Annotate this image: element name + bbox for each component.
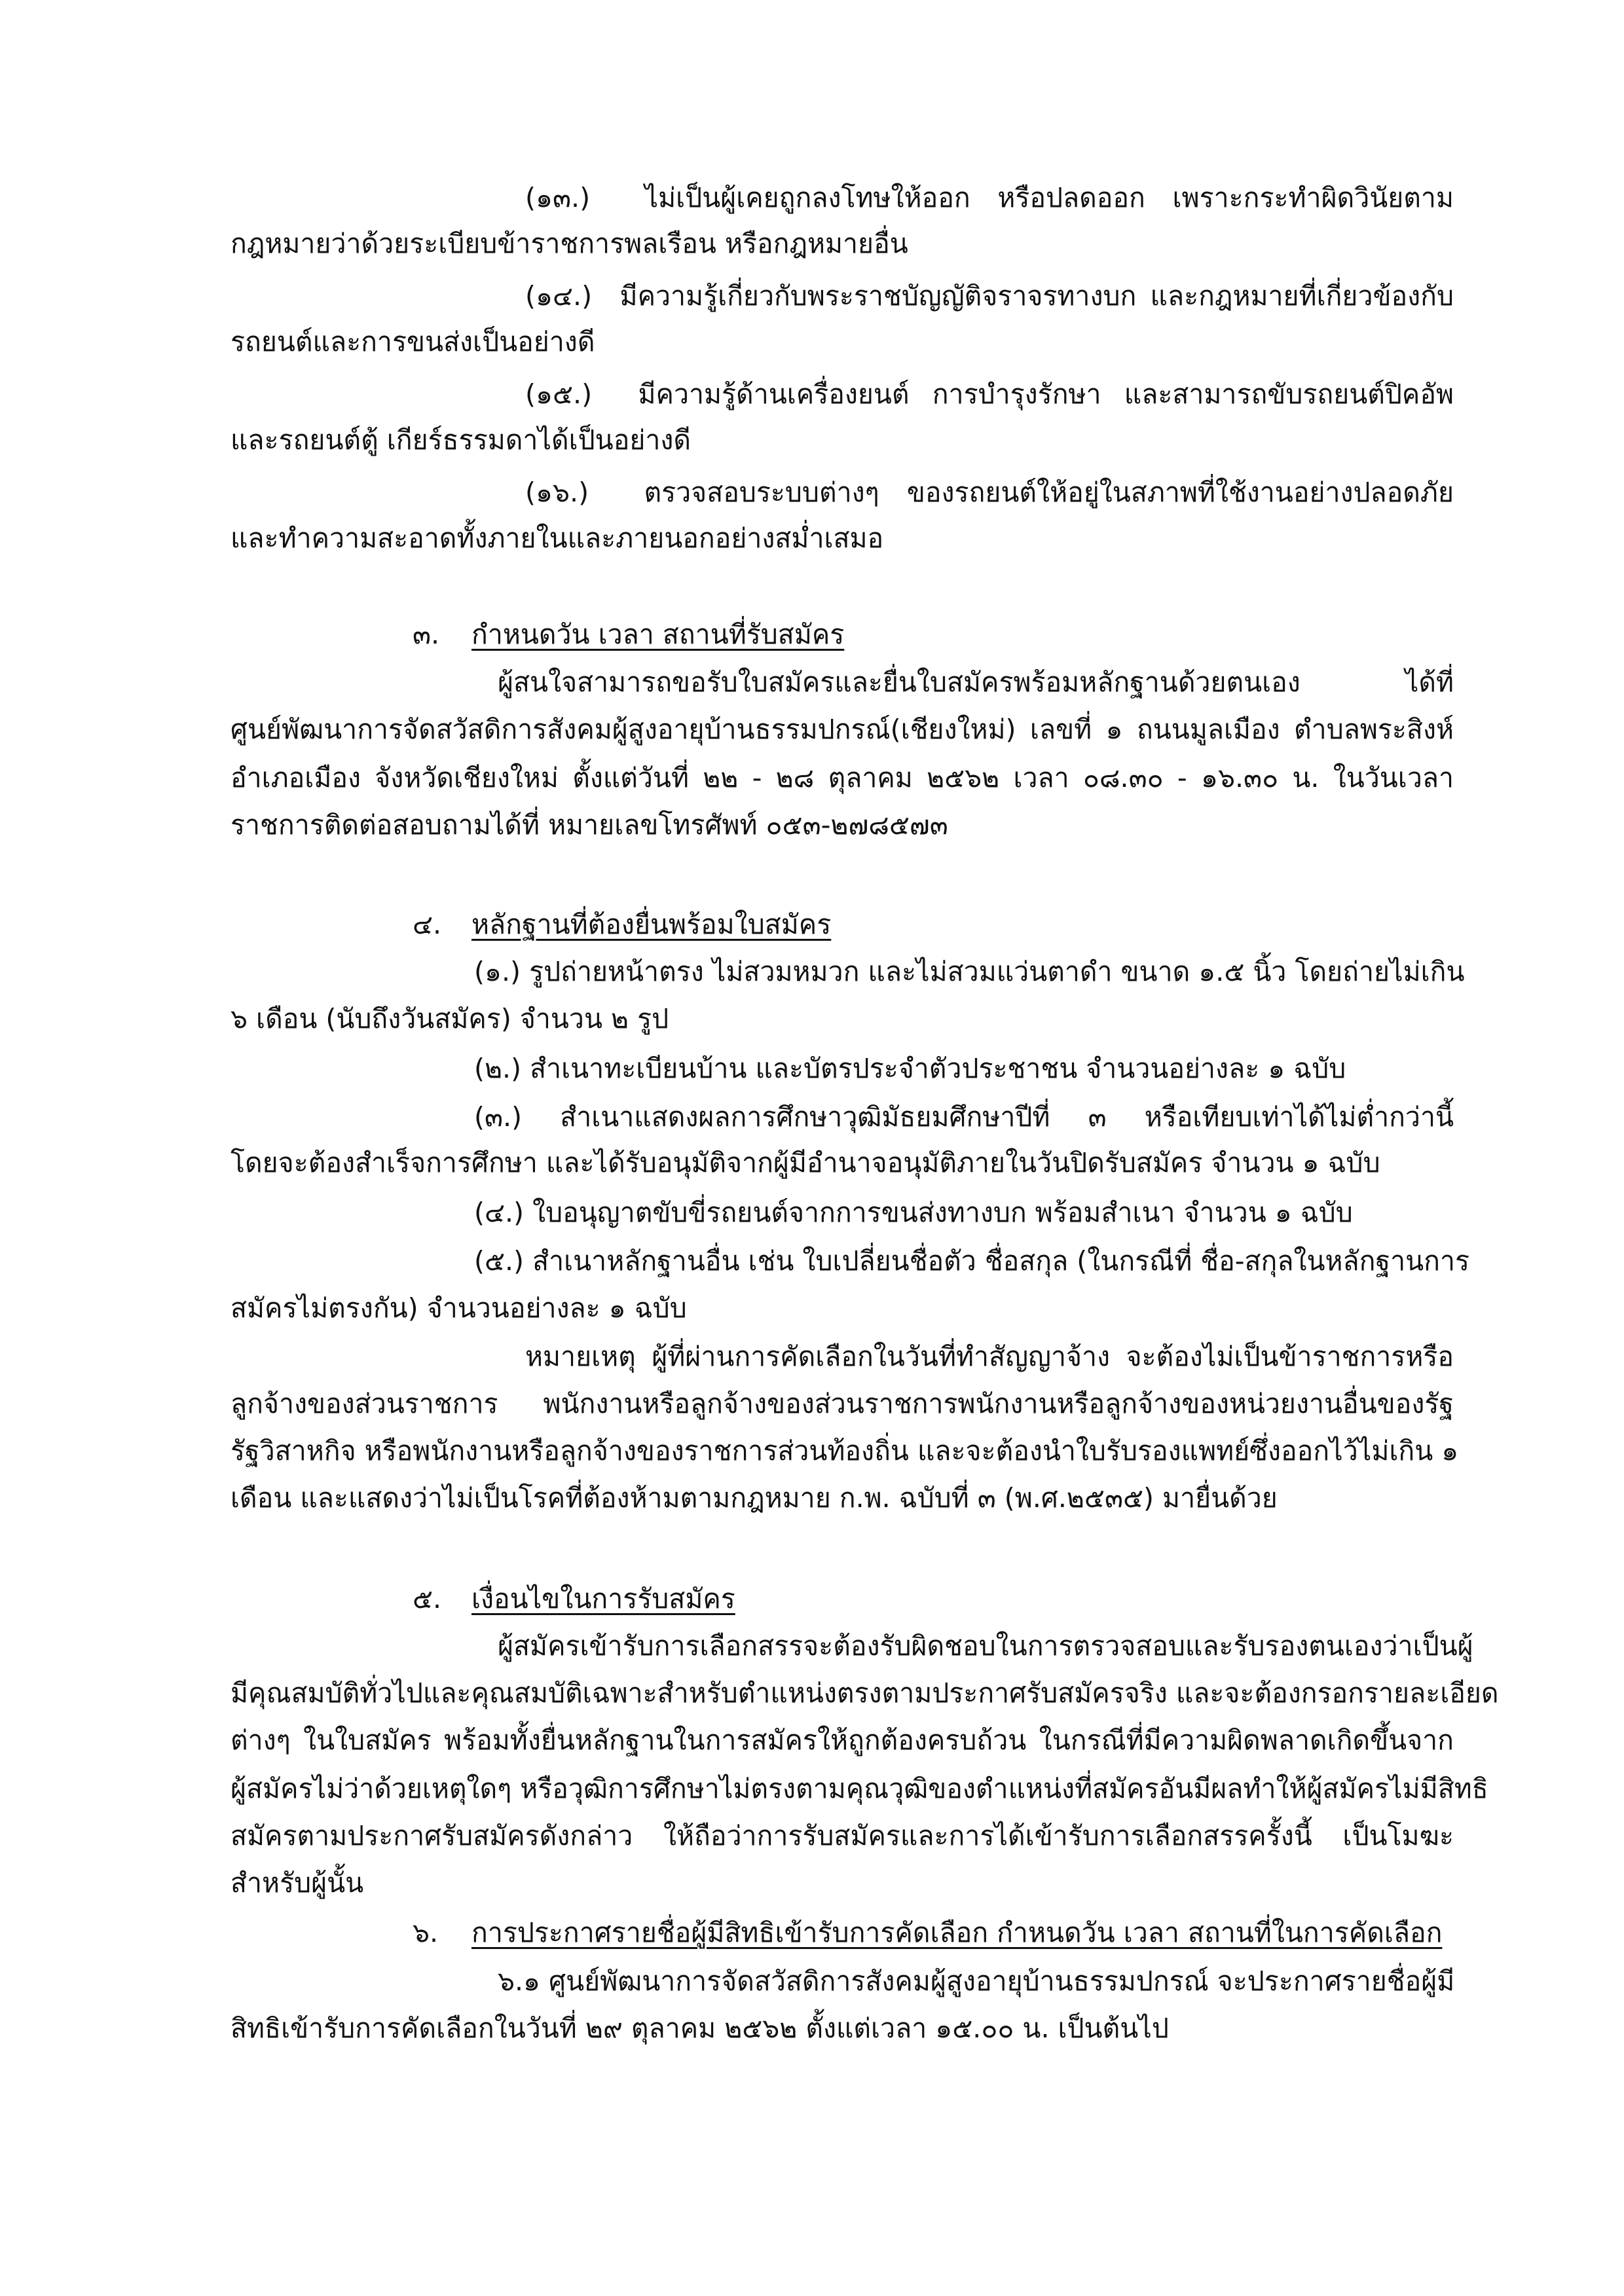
section-5-heading [413, 1583, 735, 1615]
section-6-line-2: สิทธิเข้ารับการคัดเลือกในวันที่ ๒๙ ตุลาคม ๒๕๖๒ ตั้งแต่เวลา ๑๕.๐๐ น. เป็นต้นไป [231, 2013, 1169, 2044]
section-5-line-1: ผู้สมัครเข้ารับการเลือกสรรจะต้องรับผิดชอบในการตรวจสอบและรับรองตนเองว่าเป็นผู้ [498, 1630, 1473, 1662]
section-3-line-1: ผู้สนใจสามารถขอรับใบสมัครและยื่นใบสมัครพร้อมหลักฐานด้วยตนเอง ได้ที่ [498, 666, 1454, 698]
note-line-3: รัฐวิสาหกิจ หรือพนักงานหรือลูกจ้างของราชการส่วนท้องถิ่น และจะต้องนำใบรับรองแพทย์ซึ่งออกไว้ไม่เกิน ๑ [231, 1435, 1459, 1467]
qualification-14-line-1 [525, 280, 1454, 312]
qualification-15-line-2: และรถยนต์ตู้ เกียร์ธรรมดาได้เป็นอย่างดี [231, 424, 692, 456]
section-5-line-3: ต่างๆ ในใบสมัคร พร้อมทั้งยื่นหลักฐานในการสมัครให้ถูกต้องครบถ้วน ในกรณีที่มีความผิดพลาดเกิดขึ้นจาก [231, 1724, 1454, 1756]
qualification-13-line-1 [525, 182, 1454, 214]
section-3-line-4: ราชการติดต่อสอบถามได้ที่ หมายเลขโทรศัพท์ ๐๕๓-๒๗๘๕๗๓ [231, 809, 948, 841]
qualification-16-line-2: และทำความสะอาดทั้งภายในและภายนอกอย่างสม่ำเสมอ [231, 522, 884, 554]
qualification-number: (๑๓.) [525, 182, 591, 213]
section-5-line-4: ผู้สมัครไม่ว่าด้วยเหตุใดๆ หรือวุฒิการศึกษาไม่ตรงตามคุณวุฒิของตำแหน่งที่สมัครอันมีผลทำให้ผู้สมัครไม่มีสิทธิ [231, 1773, 1488, 1804]
qualification-number: (๑๔.) [525, 280, 593, 312]
section-4-heading [413, 909, 831, 941]
section-number: ๖. [413, 1917, 439, 1948]
qualification-13-line-2: กฎหมายว่าด้วยระเบียบข้าราชการพลเรือน หรือกฎหมายอื่น [231, 228, 908, 259]
section-5-line-6: สำหรับผู้นั้น [231, 1867, 364, 1899]
document-item-4: (๔.) ใบอนุญาตขับขี่รถยนต์จากการขนส่งทางบก พร้อมสำเนา จำนวน ๑ ฉบับ [474, 1197, 1353, 1228]
section-5-line-2: มีคุณสมบัติทั่วไปและคุณสมบัติเฉพาะสำหรับตำแหน่งตรงตามประกาศรับสมัครจริง และจะต้องกรอกรายละเอียด [231, 1677, 1499, 1709]
qualification-number: (๑๖.) [525, 477, 589, 508]
qualification-text: มีความรู้เกี่ยวกับพระราชบัญญัติจราจรทางบก และกฎหมายที่เกี่ยวข้องกับ [619, 280, 1454, 312]
qualification-15-line-1 [525, 378, 1454, 410]
document-item-1-line-1: (๑.) รูปถ่ายหน้าตรง ไม่สวมหมวก และไม่สวมแว่นตาดำ ขนาด ๑.๕ นิ้ว โดยถ่ายไม่เกิน [474, 956, 1465, 987]
note-line-4: เดือน และแสดงว่าไม่เป็นโรคที่ต้องห้ามตามกฎหมาย ก.พ. ฉบับที่ ๓ (พ.ศ.๒๕๓๕) มายื่นด้วย [231, 1482, 1278, 1514]
note-line-1: หมายเหตุ ผู้ที่ผ่านการคัดเลือกในวันที่ทำสัญญาจ้าง จะต้องไม่เป็นข้าราชการหรือ [525, 1341, 1454, 1372]
note-line-2: ลูกจ้างของส่วนราชการ พนักงานหรือลูกจ้างของส่วนราชการพนักงานหรือลูกจ้างของหน่วยงานอื่นของรัฐ [231, 1388, 1454, 1419]
qualification-text: มีความรู้ด้านเครื่องยนต์ การบำรุงรักษา และสามารถขับรถยนต์ปิคอัพ [638, 378, 1454, 410]
document-item-5-line-2: สมัครไม่ตรงกัน) จำนวนอย่างละ ๑ ฉบับ [231, 1292, 687, 1324]
document-item-3-line-1: (๓.) สำเนาแสดงผลการศึกษาวุฒิมัธยมศึกษาปีที่ ๓ หรือเทียบเท่าได้ไม่ต่ำกว่านี้ [474, 1101, 1454, 1133]
document-item-5-line-1: (๕.) สำเนาหลักฐานอื่น เช่น ใบเปลี่ยนชื่อตัว ชื่อสกุล (ในกรณีที่ ชื่อ-สกุลในหลักฐานการ [474, 1245, 1470, 1277]
qualification-14-line-2: รถยนต์และการขนส่งเป็นอย่างดี [231, 326, 595, 357]
document-item-1-line-2: ๖ เดือน (นับถึงวันสมัคร) จำนวน ๒ รูป [231, 1003, 669, 1034]
section-number: ๓. [413, 619, 440, 650]
qualification-number: (๑๕.) [525, 378, 593, 410]
section-title: เงื่อนไขในการรับสมัคร [471, 1583, 735, 1614]
section-6-line-1: ๖.๑ ศูนย์พัฒนาการจัดสวัสดิการสังคมผู้สูงอายุบ้านธรรมปกรณ์ จะประกาศรายชื่อผู้มี [498, 1965, 1455, 1997]
section-6-heading [413, 1917, 1442, 1949]
section-title: การประกาศรายชื่อผู้มีสิทธิเข้ารับการคัดเลือก กำหนดวัน เวลา สถานที่ในการคัดเลือก [471, 1917, 1443, 1948]
document-item-2: (๒.) สำเนาทะเบียนบ้าน และบัตรประจำตัวประชาชน จำนวนอย่างละ ๑ ฉบับ [474, 1053, 1346, 1084]
section-number: ๔. [413, 909, 442, 940]
qualification-text: ไม่เป็นผู้เคยถูกลงโทษให้ออก หรือปลดออก เพราะกระทำผิดวินัยตาม [644, 182, 1454, 213]
section-3-heading [413, 619, 844, 651]
document-item-3-line-2: โดยจะต้องสำเร็จการศึกษา และได้รับอนุมัติจากผู้มีอำนาจอนุมัติภายในวันปิดรับสมัคร จำนวน ๑ ฉบับ [231, 1147, 1380, 1178]
qualification-16-line-1 [525, 477, 1454, 509]
section-title: กำหนดวัน เวลา สถานที่รับสมัคร [471, 619, 845, 650]
qualification-text: ตรวจสอบระบบต่างๆ ของรถยนต์ให้อยู่ในสภาพที่ใช้งานอย่างปลอดภัย [644, 477, 1454, 508]
section-3-line-3: อำเภอเมือง จังหวัดเชียงใหม่ ตั้งแต่วันที่ ๒๒ - ๒๘ ตุลาคม ๒๕๖๒ เวลา ๐๘.๓๐ - ๑๖.๓๐ น. ในวันเวลา [231, 762, 1454, 793]
section-3-line-2: ศูนย์พัฒนาการจัดสวัสดิการสังคมผู้สูงอายุบ้านธรรมปกรณ์(เชียงใหม่) เลขที่ ๑ ถนนมูลเมือง ตำบลพระสิงห์ [231, 714, 1454, 745]
section-number: ๕. [413, 1583, 442, 1614]
section-title: หลักฐานที่ต้องยื่นพร้อมใบสมัคร [471, 909, 832, 940]
section-5-line-5: สมัครตามประกาศรับสมัครดังกล่าว ให้ถือว่าการรับสมัครและการได้เข้ารับการเลือกสรรครั้งนี้ เป็นโมฆะ [231, 1820, 1454, 1851]
